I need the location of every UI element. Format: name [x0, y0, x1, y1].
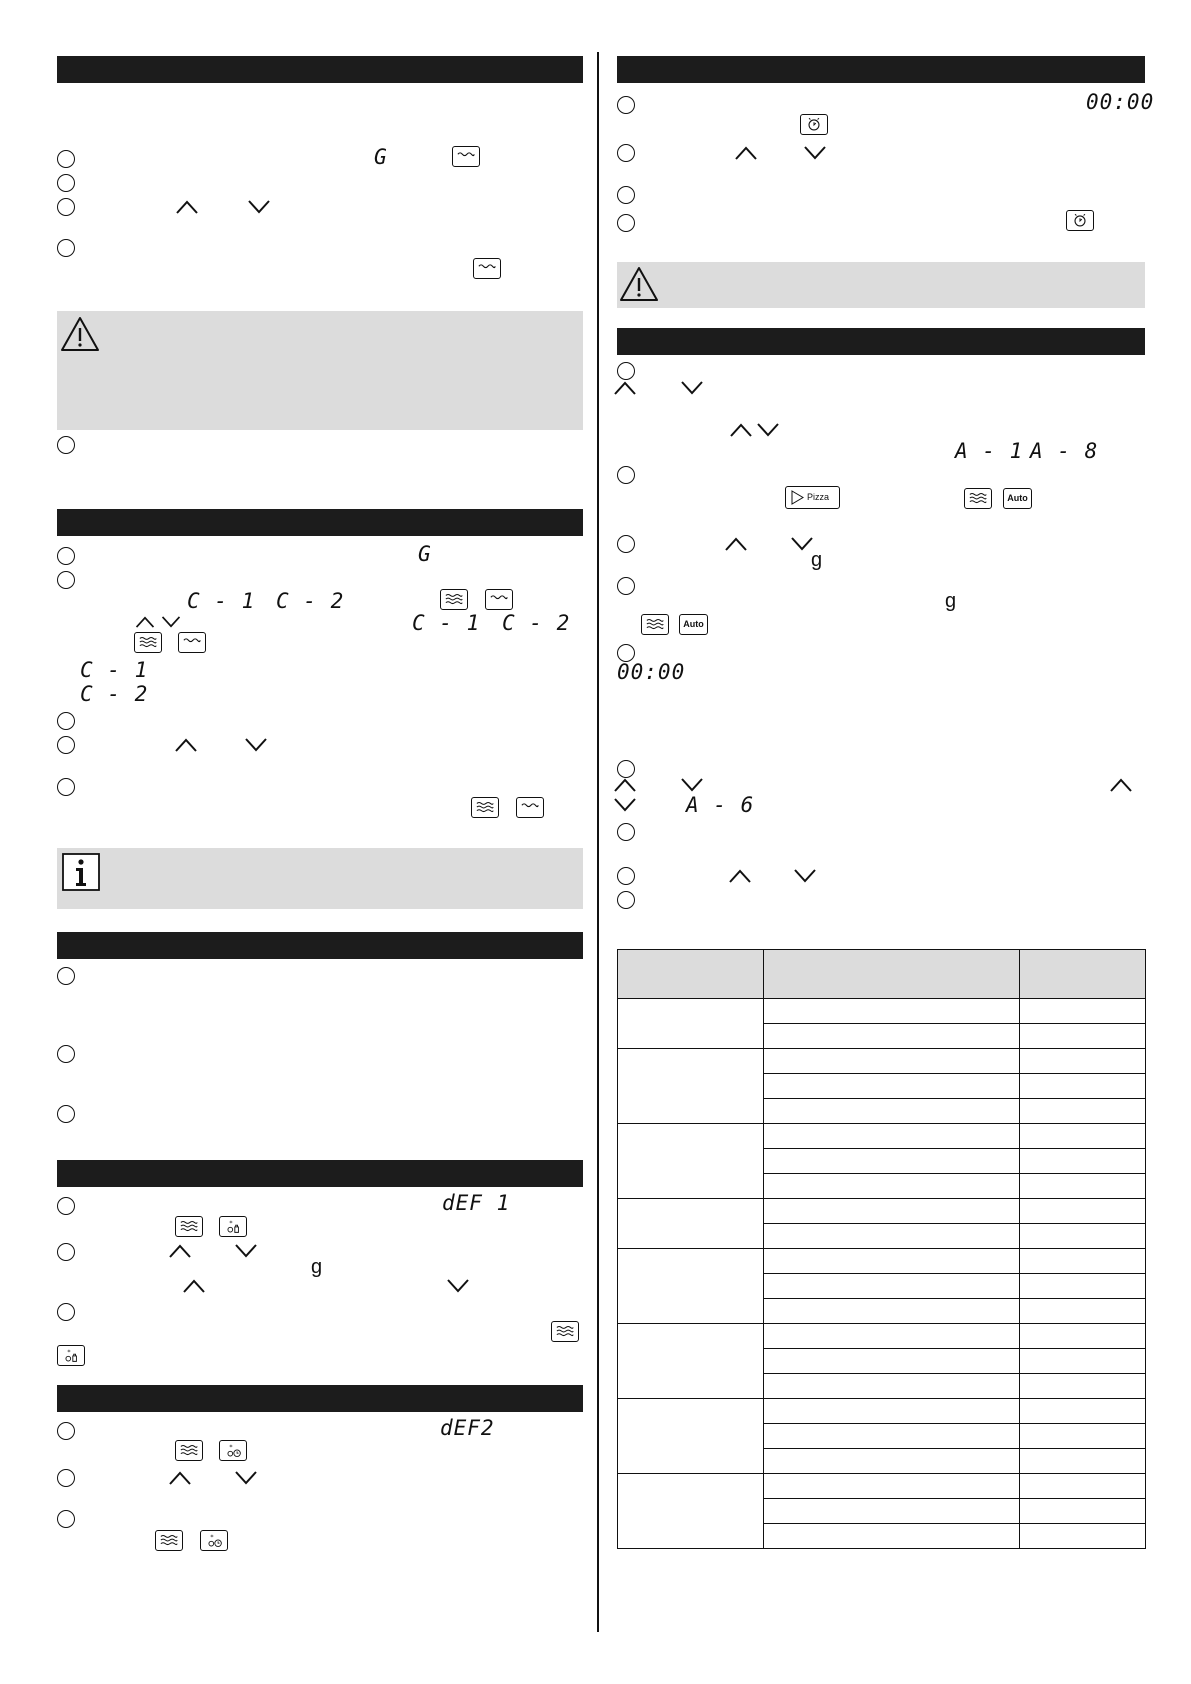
display-segment: A - 6 [686, 793, 755, 817]
step-number-circle [617, 144, 635, 162]
step-number-circle [617, 823, 635, 841]
step-number-circle [57, 1045, 75, 1063]
step-number-circle [57, 1469, 75, 1487]
section-header-bar [57, 56, 583, 83]
grill-icon [485, 589, 513, 610]
defrost-weight-icon [57, 1345, 85, 1366]
step-number-circle [617, 867, 635, 885]
table-row [618, 1049, 1146, 1074]
microwave-icon [134, 632, 162, 653]
down-arrow-icon [233, 1470, 259, 1486]
table-row [618, 1324, 1146, 1349]
down-arrow-icon [679, 380, 705, 396]
step-number-circle [57, 436, 75, 454]
display-segment: C - 1 [80, 658, 149, 682]
clock-icon [800, 114, 828, 135]
down-arrow-icon [160, 614, 182, 630]
microwave-icon [471, 797, 499, 818]
auto-button: Auto [1003, 488, 1032, 509]
step-number-circle [617, 186, 635, 204]
microwave-icon [641, 614, 669, 635]
section-header-bar [57, 932, 583, 959]
warning-note-box [617, 262, 1145, 308]
step-number-circle [617, 760, 635, 778]
up-arrow-icon [727, 868, 753, 884]
auto-cook-table [617, 949, 1146, 1549]
step-number-circle [57, 174, 75, 192]
pizza-button: Pizza [785, 486, 840, 509]
step-number-circle [57, 967, 75, 985]
defrost-time-icon [200, 1530, 228, 1551]
up-arrow-icon [728, 422, 754, 438]
microwave-icon [155, 1530, 183, 1551]
down-arrow-icon [802, 145, 828, 161]
table-row [618, 1199, 1146, 1224]
step-number-circle [617, 577, 635, 595]
unit-label: g [311, 1256, 323, 1278]
step-number-circle [617, 891, 635, 909]
down-arrow-icon [445, 1278, 471, 1294]
table-row [618, 1474, 1146, 1499]
step-number-circle [617, 362, 635, 380]
grill-icon [473, 258, 501, 279]
step-number-circle [617, 96, 635, 114]
section-header-bar [57, 1385, 583, 1412]
down-arrow-icon [612, 797, 638, 813]
table-row [618, 1124, 1146, 1149]
up-arrow-icon [167, 1470, 193, 1486]
grill-icon [178, 632, 206, 653]
step-number-circle [57, 547, 75, 565]
auto-button: Auto [679, 614, 708, 635]
microwave-icon [175, 1216, 203, 1237]
down-arrow-icon [679, 777, 705, 793]
display-segment: C - 1 [412, 611, 481, 635]
display-segment: C - 2 [80, 682, 149, 706]
down-arrow-icon [792, 868, 818, 884]
grill-icon [452, 146, 480, 167]
step-number-circle [57, 571, 75, 589]
up-arrow-icon [134, 614, 156, 630]
display-segment: dEF 1 [442, 1191, 511, 1215]
display-segment: G [374, 145, 388, 169]
clock-icon [1066, 210, 1094, 231]
microwave-icon [440, 589, 468, 610]
info-icon [62, 853, 100, 891]
down-arrow-icon [246, 199, 272, 215]
section-header-bar [57, 1160, 583, 1187]
warning-icon [619, 266, 659, 302]
info-note-box [57, 848, 583, 909]
section-header-bar [57, 509, 583, 536]
display-segment: A - 8 [1030, 439, 1099, 463]
up-arrow-icon [612, 777, 638, 793]
section-header-bar [617, 328, 1145, 355]
table-row [618, 999, 1146, 1024]
warning-note-box [57, 311, 583, 430]
column-divider [597, 52, 599, 1632]
step-number-circle [57, 1105, 75, 1123]
down-arrow-icon [233, 1243, 259, 1259]
up-arrow-icon [173, 737, 199, 753]
table-header-row [618, 950, 1146, 999]
display-segment: C - 1 [187, 589, 256, 613]
display-segment: C - 2 [276, 589, 345, 613]
step-number-circle [57, 778, 75, 796]
clock-display: 00:00 [617, 660, 686, 684]
clock-display: 00:00 [1086, 90, 1155, 114]
up-arrow-icon [733, 145, 759, 161]
up-arrow-icon [1108, 777, 1134, 793]
down-arrow-icon [243, 737, 269, 753]
defrost-time-icon [219, 1440, 247, 1461]
unit-label: g [811, 549, 823, 571]
up-arrow-icon [723, 536, 749, 552]
step-number-circle [57, 1422, 75, 1440]
step-number-circle [57, 239, 75, 257]
step-number-circle [57, 1243, 75, 1261]
display-segment: A - 1 [955, 439, 1024, 463]
up-arrow-icon [174, 199, 200, 215]
display-segment: C - 2 [502, 611, 571, 635]
step-number-circle [617, 466, 635, 484]
step-number-circle [57, 150, 75, 168]
display-segment: dEF2 [440, 1416, 495, 1440]
up-arrow-icon [167, 1243, 193, 1259]
up-arrow-icon [181, 1278, 207, 1294]
grill-icon [516, 797, 544, 818]
table-row [618, 1399, 1146, 1424]
step-number-circle [57, 1197, 75, 1215]
defrost-weight-icon [219, 1216, 247, 1237]
step-number-circle [57, 1510, 75, 1528]
up-arrow-icon [612, 380, 638, 396]
step-number-circle [57, 712, 75, 730]
section-header-bar [617, 56, 1145, 83]
step-number-circle [617, 535, 635, 553]
microwave-icon [175, 1440, 203, 1461]
table-row [618, 1249, 1146, 1274]
step-number-circle [617, 214, 635, 232]
step-number-circle [57, 1303, 75, 1321]
display-segment: G [418, 542, 432, 566]
microwave-icon [551, 1321, 579, 1342]
warning-icon [60, 316, 100, 352]
step-number-circle [57, 736, 75, 754]
microwave-icon [964, 488, 992, 509]
down-arrow-icon [755, 422, 781, 438]
step-number-circle [57, 198, 75, 216]
unit-label: g [945, 590, 957, 612]
